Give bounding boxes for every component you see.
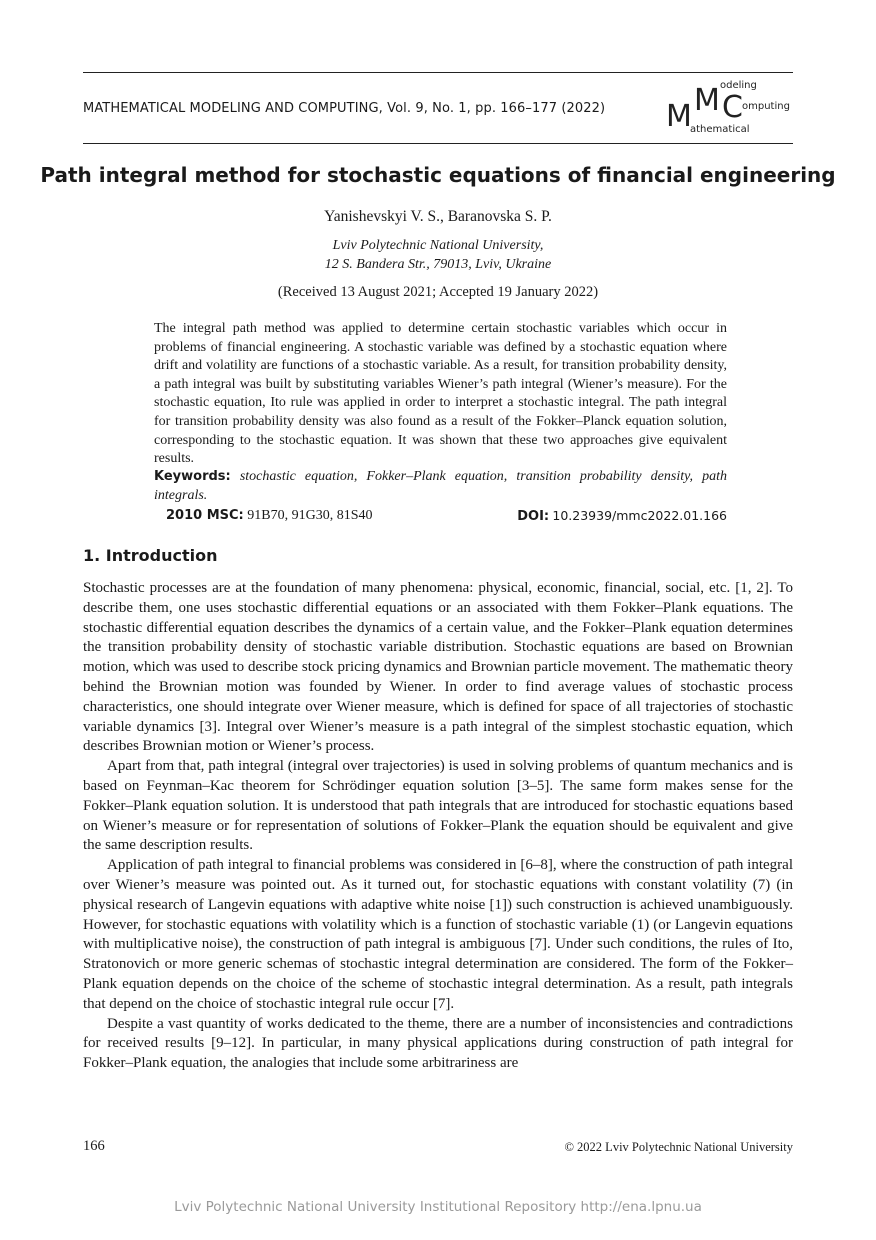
journal-name: MATHEMATICAL MODELING AND COMPUTING, (83, 101, 383, 116)
paragraph-1: Stochastic processes are at the foundation of many phenomena: physical, economic, financial, social, etc. [1, 2]. To describe them, one uses stochastic differential equations or an associated with them Fokker–Plank equations. The stochastic differential equation describes the dynamics of a certain value, and the Fokker–Plank equation determines the transition probability density of stochastic variable distribution. Stochastic equations are based on Brownian motion, which was used to describe stock pricing dynamics and Brownian particle movement. The mathematic theory behind the Brownian motion was founded by Wiener. In order to find average values of stochastic process characteristics, one should integrate over Wiener measure, which is defined for space of all trajectories of stochastic variable dynamics [3]. Integral over Wiener’s measure is a path integral of the simplest stochastic equation, which describes Brownian motion or Wiener’s process. (83, 580, 793, 755)
journal-volume: Vol. 9, No. 1, pp. 166–177 (2022) (387, 101, 606, 116)
paragraph-2: Apart from that, path integral (integral over trajectories) is used in solving problems of quantum mechanics and is based on Feynman–Kac theorem for Schrödinger equation solution [3–5]. The same form makes sense for the Fokker–Plank equation solution. It is understood that path integrals that are introduced for stochastic equations based on Wiener’s measure or for representation of solutions of Fokker–Plank the equation should be equivalent and give the same description results. (83, 758, 793, 854)
paper-authors: Yanishevskyi V. S., Baranovska S. P. (324, 208, 552, 225)
logo-m-modeling: M (694, 83, 720, 118)
logo-m-mathematical: M (666, 99, 692, 134)
journal-logo (664, 78, 794, 138)
msc-value: 91B70, 91G30, 81S40 (247, 508, 373, 523)
doi (517, 508, 727, 524)
keywords-text: stochastic equation, Fokker–Plank equation, transition probability density, path integrals. (154, 469, 727, 503)
abstract: The integral path method was applied to determine certain stochastic variables which occur in problems of financial engineering. A stochastic variable was defined by a stochastic equation where drift and volatility are functions of a stochastic variable. As a result, for transition probability density, a path integral was built by substituting variables Wiener’s path integral (Wiener’s measure). For the stochastic equation, Ito rule was applied in order to interpret a stochastic integral. The path integral for transition probability density was also found as a result of the Fokker–Planck equation solution, corresponding to the stochastic equation. It was shown that these two approaches give equivalent results. (154, 321, 727, 467)
affiliation-line-2: 12 S. Bandera Str., 79013, Lviv, Ukraine (324, 257, 552, 272)
header-top-rule (83, 72, 793, 73)
page-number: 166 (83, 1138, 105, 1154)
logo-c-computing: C (722, 90, 743, 125)
repository-watermark: Lviv Polytechnic National University Institutional Repository http://ena.lpnu.ua (174, 1199, 702, 1215)
logo-word-mathematical: athematical (690, 124, 750, 135)
affiliation-line-1: Lviv Polytechnic National University, (332, 238, 544, 253)
paragraph-4: Despite a vast quantity of works dedicated to the theme, there are a number of inconsistencies and contradictions for received results [9–12]. In particular, in many physical applications during construction of path integral for Fokker–Plank equation, the analogies that include some arbitrariness are (83, 1015, 793, 1072)
section-heading-introduction: 1. Introduction (83, 546, 218, 565)
keywords (154, 468, 727, 505)
doi-label: DOI: (517, 509, 550, 524)
keywords-label: Keywords: (154, 469, 231, 484)
logo-word-computing: omputing (742, 101, 790, 112)
doi-value: 10.23939/mmc2022.01.166 (552, 508, 727, 523)
journal-header (83, 101, 605, 116)
msc-label: 2010 MSC: (166, 508, 244, 523)
paper-affiliation (0, 236, 876, 274)
msc-classification (166, 508, 372, 524)
paper-title: Path integral method for stochastic equations of financial engineering (40, 163, 836, 187)
received-dates: (Received 13 August 2021; Accepted 19 January 2022) (277, 284, 599, 300)
header-bottom-rule (83, 143, 793, 144)
logo-word-modeling: odeling (720, 80, 757, 91)
copyright: © 2022 Lviv Polytechnic National University (564, 1140, 793, 1154)
paragraph-3: Application of path integral to financial problems was considered in [6–8], where the construction of path integral over Wiener’s measure was pointed out. As it turned out, for stochastic equations with constant volatility (7) (in physical research of Langevin equations with adaptive white noise [1]) such construction is achieved unambiguously. However, for stochastic equations with volatility which is a function of stochastic variable (1) (or Langevin equations with multiplicative noise), the construction of path integral is ambiguous [7]. Under such conditions, the rules of Ito, Stratonovich or more generic schemas of stochastic integral determination are considered. The form of the Fokker–Plank equation depends on the choice of the scheme of stochastic integral determination. As a result, path integrals that depend on the choice of stochastic integral rule occur [7]. (83, 857, 793, 1012)
introduction-body (83, 579, 793, 1074)
